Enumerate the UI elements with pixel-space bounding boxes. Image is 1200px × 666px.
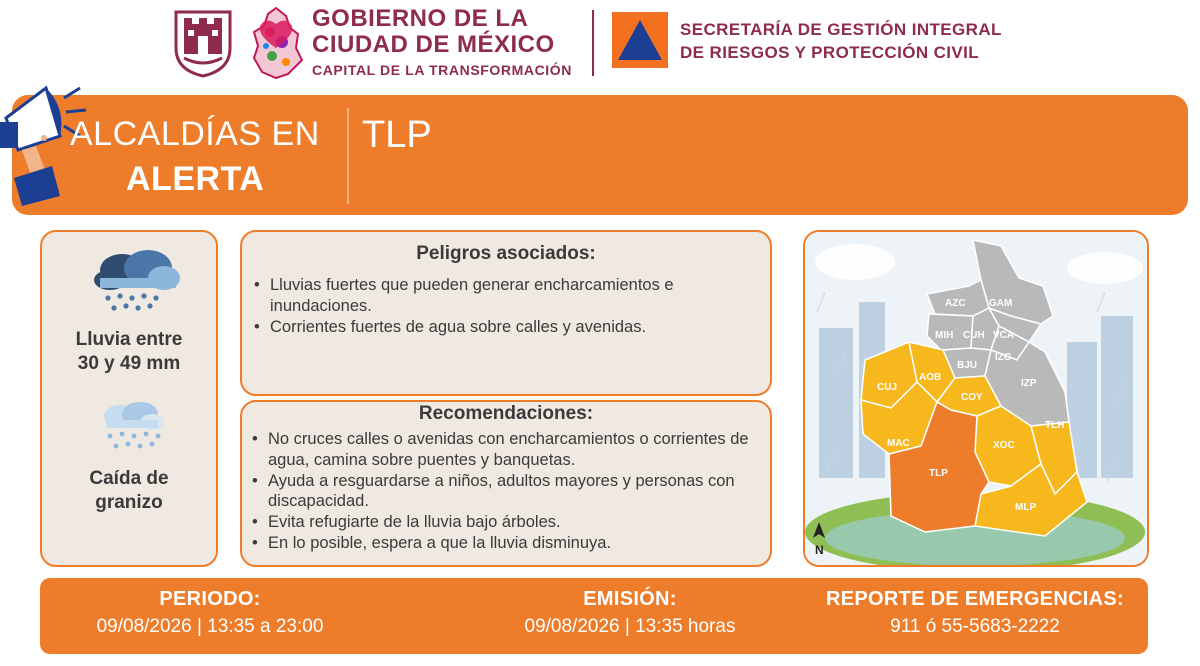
header [0,0,1200,88]
svg-text:XOC: XOC [993,440,1015,451]
list-item: • Ayuda a resguardarse a niños, adultos mayores y personas con discapacidad. [248,471,770,513]
list-item: • En lo posible, espera a que la lluvia disminuya. [248,533,770,554]
emergency-phone[interactable]: 911 ó 55-5683-2222 [890,616,1060,637]
period-block [60,586,360,642]
svg-text:MLP: MLP [1015,502,1037,513]
svg-text:VCA: VCA [993,330,1015,341]
civil-protection-triangle-icon [612,12,668,68]
alert-title-line2: ALERTA [126,160,265,198]
emergency-report-label: REPORTE DE EMERGENCIAS: [825,588,1125,610]
emergency-report-block [820,586,1130,642]
svg-text:N: N [815,543,824,557]
svg-text:TLH: TLH [1045,420,1065,431]
period-value: 09/08/2026 | 13:35 a 23:00 [96,616,324,637]
alcaldias-in-alert: TLP [362,114,432,156]
svg-text:CUJ: CUJ [877,382,898,393]
secretariat-title [680,18,1002,64]
government-subtitle: CAPITAL DE LA TRANSFORMACIÓN [312,62,572,78]
cdmx-shield-icon [172,8,234,78]
svg-text:BJU: BJU [957,360,978,371]
list-item: • Evita refugiarte de la lluvia bajo árboles. [248,512,770,533]
svg-text:GAM: GAM [989,298,1013,309]
list-item: • Lluvias fuertes que pueden generar encharcamientos e inundaciones. [250,275,760,317]
secretariat-title-line1: SECRETARÍA DE GESTIÓN INTEGRAL [680,20,1002,39]
rain-label-line1: Lluvia entre [75,329,183,350]
dangers-title: Peligros asociados: [416,243,596,264]
heart-map-logo-icon [246,2,306,82]
hail-label-line2: granizo [95,492,163,513]
svg-text:AZC: AZC [945,298,966,309]
rain-label [40,328,218,376]
svg-text:IZC: IZC [995,352,1012,363]
hail-label-line1: Caída de [89,468,169,489]
alert-title-line1: ALCALDÍAS EN [70,115,320,153]
svg-text:AOB: AOB [919,372,942,383]
svg-text:IZP: IZP [1021,378,1037,389]
svg-text:MAC: MAC [887,438,910,449]
secretariat-title-line2: DE RIESGOS Y PROTECCIÓN CIVIL [680,43,980,62]
government-title [312,6,555,58]
government-title-line1: GOBIERNO DE LA [312,5,529,32]
emission-label: EMISIÓN: [583,588,677,610]
header-divider [592,10,594,76]
svg-text:MIH: MIH [935,330,954,341]
cdmx-district-map [805,232,1147,565]
rain-label-line2: 30 y 49 mm [77,353,181,374]
svg-text:CUH: CUH [963,330,985,341]
map-panel [803,230,1149,567]
recommendations-title: Recomendaciones: [418,403,594,424]
banner-divider [347,108,349,204]
period-label: PERIODO: [159,588,261,610]
emission-block [500,586,760,642]
list-item: • No cruces calles o avenidas con encharcamientos o corrientes de agua, camina sobre puentes y banquetas. [248,429,770,471]
svg-text:TLP: TLP [929,468,948,479]
emission-value: 09/08/2026 | 13:35 horas [524,616,736,637]
rain-cloud-icon [88,248,188,318]
hail-label [40,467,218,515]
government-title-line2: CIUDAD DE MÉXICO [312,31,555,58]
dangers-list [250,275,760,338]
list-item: • Corrientes fuertes de agua sobre calles y avenidas. [250,317,760,338]
hail-cloud-icon [96,400,168,454]
svg-text:COY: COY [961,392,983,403]
recommendations-list [248,429,770,554]
